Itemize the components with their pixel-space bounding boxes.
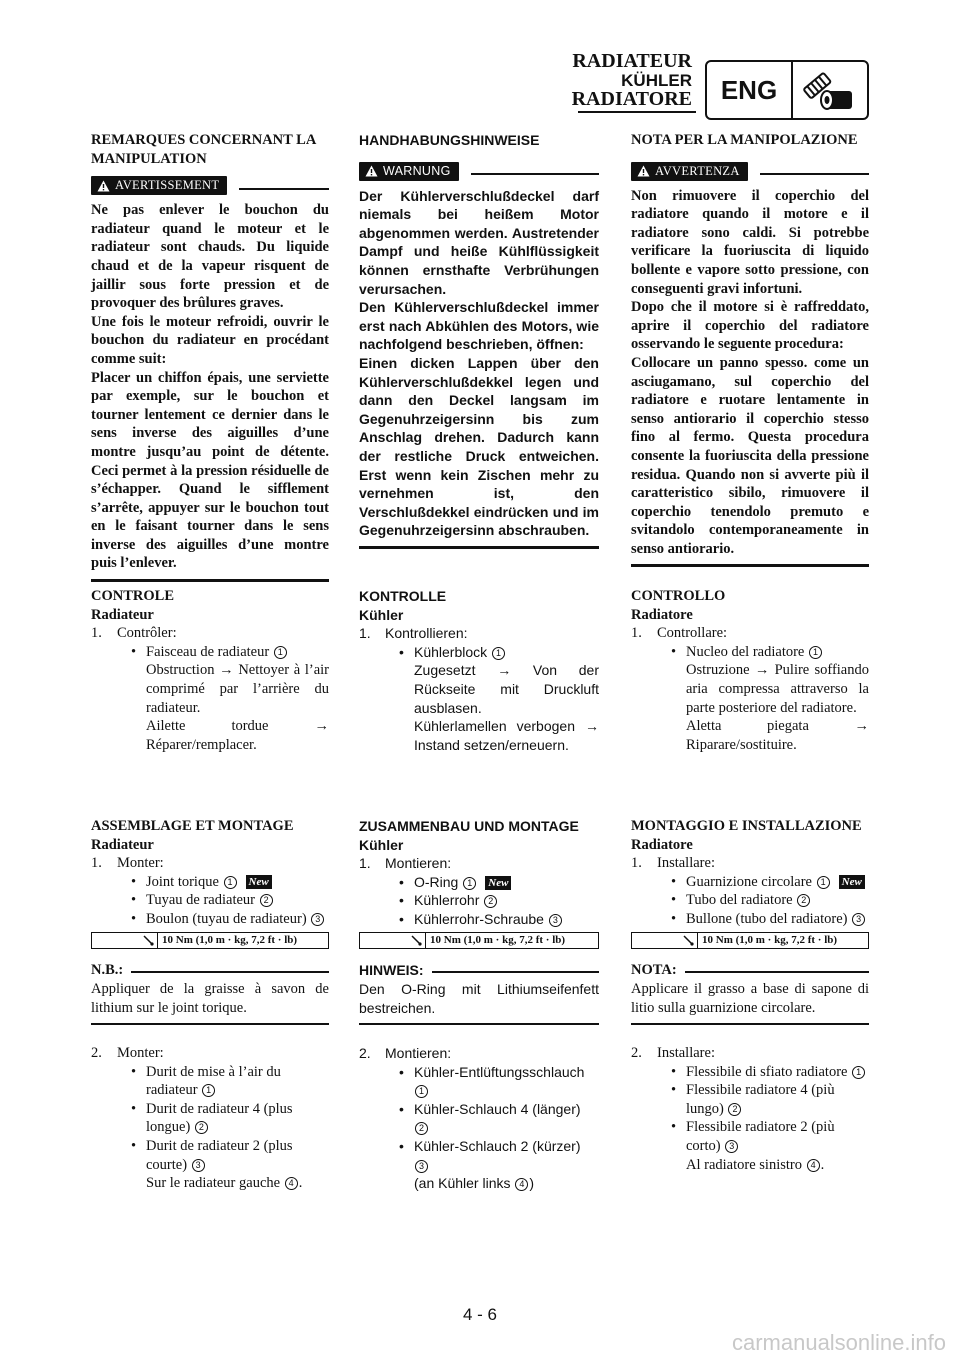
torque-wrench-icon — [680, 933, 698, 948]
assembly-item-it-1 — [631, 873, 869, 892]
assembly-step2-header-it — [631, 1044, 869, 1063]
section-title-de: KÜHLER — [621, 71, 692, 90]
bullet-dot: • — [131, 910, 137, 927]
warning-rule-it — [760, 173, 869, 175]
torque-wrench-icon — [140, 933, 158, 948]
handling-heading-fr: REMARQUES CONCERNANT LA MANIPULATION — [91, 132, 316, 167]
torque-spec-de — [359, 932, 599, 949]
item-text: Flessibile di sfiato radiatore — [686, 1063, 848, 1080]
steps-text-it: Collocare un panno spesso. come un asciugamano, sul coperchio del radiatore e ruotare lentamente in senso antiorario il coperchio stesso fino al fermo. Questa procedura consente la fuoriuscita della pressione residua. Quando non si avverte più il caratteristico sibilo, rimuovere il coperchio tenendolo premuto e svitandolo contemporaneamente in senso antiorario. — [631, 354, 869, 557]
assembly2-item-it-1 — [631, 1063, 869, 1082]
assembly-step2-header-de — [359, 1044, 599, 1063]
ref-number: 4 — [807, 1159, 820, 1172]
item-extra-text: Sur le radiateur gauche — [146, 1175, 281, 1192]
step-number: 1. — [91, 855, 102, 872]
handling-fr — [91, 131, 329, 582]
assembly-subheading-fr: Radiateur — [91, 836, 154, 853]
bullet-dot: • — [399, 1100, 404, 1117]
assembly-item-de-1 — [359, 873, 599, 892]
handling-it — [631, 131, 869, 567]
ref-number: 3 — [192, 1159, 205, 1172]
assembly2-item-it-2 — [631, 1081, 869, 1118]
assembly-step2-de — [359, 1044, 599, 1193]
bullet-dot: • — [399, 873, 404, 890]
handling-heading-de: HANDHABUNGSHINWEISE — [359, 132, 540, 148]
torque-value: 10 Nm (1,0 m · kg, 7,2 ft · lb) — [430, 933, 566, 946]
assembly-it — [631, 817, 869, 1025]
step-number: 1. — [359, 855, 371, 872]
step-number: 2. — [631, 1045, 642, 1061]
inspection-heading-fr: CONTROLE — [91, 588, 174, 604]
bullet-dot: • — [399, 910, 404, 927]
note-end-rule-fr — [91, 1023, 329, 1025]
assembly2-item-de-2 — [359, 1100, 599, 1137]
item-text: Joint torique — [146, 873, 219, 890]
bullet-dot: • — [399, 892, 404, 909]
header-rule — [578, 111, 696, 113]
item-text: Durit de radiateur 2 (plus courte) — [146, 1137, 293, 1173]
torque-value: 10 Nm (1,0 m · kg, 7,2 ft · lb) — [702, 933, 838, 946]
inspection-subheading-it: Radiatore — [631, 606, 693, 623]
assembly2-extra-it: Al radiatore sinistro 4 . — [686, 1156, 825, 1173]
item-text: Kühler-Schlauch 4 (länger) — [414, 1100, 581, 1117]
item-text: Kühlerrohr-Schraube — [414, 910, 544, 927]
inspection-line1-de: Zugesetzt → Von der Rückseite mit Druckluft ausblasen. — [414, 662, 599, 716]
assembly-item-it-3 — [631, 910, 869, 929]
note-header-fr — [91, 961, 329, 980]
inspection-heading-it: CONTROLLO — [631, 588, 726, 604]
warning-triangle-icon — [637, 165, 650, 177]
item-text: Faisceau de radiateur — [146, 643, 270, 660]
warning-text-de: Der Kühlerverschlußdeckel darf niemals bei heißem Motor abgenommen werden. Austretender Dampf und heiße Kühlflüssigkeit können ernsthafte Verbrühungen verursachen. — [359, 187, 599, 297]
step-text: Monter: — [117, 1045, 164, 1061]
inspection-step-de — [359, 624, 599, 643]
step-text: Kontrollieren: — [385, 625, 468, 642]
item-text: Flessibile radiatore 4 (più lungo) — [686, 1082, 835, 1117]
assembly2-item-de-1 — [359, 1063, 599, 1100]
bullet-dot: • — [671, 873, 677, 890]
item-text: Durit de radiateur 4 (plus longue) — [146, 1100, 293, 1136]
engine-icon — [793, 62, 867, 118]
note-label-it: NOTA: — [631, 961, 677, 978]
assembly-step2-it — [631, 1044, 869, 1174]
item-extra-text: Al radiatore sinistro — [686, 1156, 802, 1173]
ref-number: 4 — [285, 1177, 298, 1190]
bullet-dot: • — [131, 1100, 137, 1117]
assembly-heading-de: ZUSAMMENBAU UND MONTAGE — [359, 818, 579, 834]
item-text: Guarnizione circolare — [686, 873, 812, 890]
ref-number: 3 — [549, 914, 562, 927]
warning-badge-de — [359, 162, 459, 181]
ref-number: 1 — [852, 1066, 865, 1079]
inspection-line1-it: Ostruzione → Pulire soffiando aria compressa attraverso la parte posteriore del radiatore. — [686, 662, 869, 716]
item-text: Nucleo del radiatore — [686, 643, 805, 660]
assembly-item-de-3 — [359, 910, 599, 929]
item-text: Kühlerrohr — [414, 892, 480, 909]
inspection-line2-it: Aletta piegata → Riparare/sostituire. — [686, 718, 869, 753]
warning-label-it: AVVERTENZA — [655, 163, 740, 178]
bullet-dot: • — [131, 1063, 137, 1080]
bullet-dot: • — [399, 643, 404, 660]
item-text: Tuyau de radiateur — [146, 892, 255, 909]
bullet-dot: • — [131, 643, 137, 660]
step-text: Controllare: — [657, 625, 728, 642]
procedure-text-fr: Une fois le moteur refroidi, ouvrir le bouchon du radiateur en procédant comme suit: — [91, 313, 329, 367]
warning-triangle-icon — [365, 165, 378, 177]
note-label-fr: N.B.: — [91, 961, 124, 978]
section-tab — [705, 60, 869, 120]
ref-number: 1 — [274, 646, 287, 659]
note-text-fr: Appliquer de la graisse à savon de lithium sur le joint torique. — [91, 981, 329, 1016]
item-text: Boulon (tuyau de radiateur) — [146, 910, 307, 927]
note-rule — [685, 971, 869, 973]
assembly2-item-fr-3 — [91, 1137, 329, 1174]
ref-number: 2 — [415, 1122, 428, 1135]
inspection-de — [359, 587, 599, 754]
warning-text-fr: Ne pas enlever le bouchon du radiateur quand le moteur et le radiateur sont chauds. Du liquide chaud et de la vapeur risquent de jaillir sous forte pression et de provoquer des brûlures graves. — [91, 202, 329, 312]
note-rule — [131, 971, 329, 973]
warning-end-rule-it — [631, 564, 869, 567]
ref-number: 1 — [809, 646, 822, 659]
note-text-it: Applicare il grasso a base di sapone di litio sulla guarnizione circolare. — [631, 981, 869, 1016]
inspection-item-fr — [91, 643, 329, 662]
step-text: Contrôler: — [117, 625, 177, 642]
assembly-heading-fr: ASSEMBLAGE ET MONTAGE — [91, 818, 294, 834]
torque-spec-fr — [91, 932, 329, 949]
procedure-text-it: Dopo che il motore si è raffreddato, aprire il coperchio del radiatore osservando le seguente procedura: — [631, 299, 869, 353]
assembly-heading-it: MONTAGGIO E INSTALLAZIONE — [631, 818, 862, 834]
warning-header-it — [631, 162, 869, 181]
inspection-fr — [91, 587, 329, 754]
ref-number: 1 — [817, 876, 830, 889]
item-text: Bullone (tubo del radiatore) — [686, 910, 848, 927]
torque-wrench-icon — [408, 933, 426, 948]
item-text: Kühlerblock — [414, 643, 488, 660]
step-text: Monter: — [117, 855, 164, 872]
new-part-badge: New — [485, 876, 511, 890]
assembly2-item-it-3 — [631, 1118, 869, 1155]
assembly2-item-fr-1 — [91, 1063, 329, 1100]
inspection-line1-fr: Obstruction → Nettoyer à l’air comprimé par l’arrière du radiateur. — [146, 662, 329, 716]
inspection-item-de — [359, 643, 599, 662]
assembly2-item-fr-2 — [91, 1100, 329, 1137]
warning-end-rule-fr — [91, 579, 329, 582]
warning-end-rule-de — [359, 546, 599, 549]
bullet-dot: • — [399, 1063, 404, 1080]
torque-value: 10 Nm (1,0 m · kg, 7,2 ft · lb) — [162, 933, 298, 946]
note-rule — [432, 971, 599, 973]
steps-text-fr: Placer un chiffon épais, une serviette par exemple, sur le bouchon et tourner lentement ce dernier dans le sens inverse des aiguilles d’une montre jusqu’au point de détente. Ceci permet à la pression résiduelle de s’échapper. Quand le sifflement s’arrête, appuyer sur le bouchon tout en le faisant tourner dans le sens inverse des aiguilles d’une montre puis l’enlever. — [91, 369, 329, 572]
assembly-item-fr-3 — [91, 910, 329, 929]
inspection-step-fr — [91, 624, 329, 643]
bullet-dot: • — [671, 1063, 677, 1080]
section-tab-label: ENG — [707, 62, 793, 118]
ref-number: 2 — [728, 1103, 741, 1116]
assembly-fr — [91, 817, 329, 1025]
step-number: 1. — [631, 625, 642, 642]
section-title-fr: RADIATEUR — [572, 50, 692, 72]
warning-label-de: WARNUNG — [383, 163, 451, 178]
bullet-dot: • — [671, 1119, 677, 1136]
inspection-subheading-fr: Radiateur — [91, 606, 154, 623]
note-header-it — [631, 961, 869, 980]
note-label-de: HINWEIS: — [359, 961, 424, 978]
warning-rule-fr — [239, 188, 329, 190]
inspection-line2-de: Kühlerlamellen verbogen → Instand setzen/erneuern. — [414, 718, 599, 753]
assembly-step1-de — [359, 854, 599, 873]
step-number: 1. — [91, 625, 102, 642]
inspection-heading-de: KONTROLLE — [359, 588, 447, 604]
step-number: 2. — [359, 1045, 371, 1061]
inspection-it — [631, 587, 869, 754]
bullet-dot: • — [671, 910, 677, 927]
warning-header-fr — [91, 176, 329, 195]
item-text: Flessibile radiatore 2 (più corto) — [686, 1119, 835, 1154]
new-part-badge: New — [246, 875, 272, 889]
inspection-line2-fr: Ailette tordue → Réparer/remplacer. — [146, 718, 329, 753]
item-text: Kühler-Schlauch 2 (kürzer) — [414, 1137, 581, 1154]
ref-number: 3 — [725, 1140, 738, 1153]
assembly2-extra-fr: Sur le radiateur gauche 4 . — [146, 1175, 303, 1192]
handling-de — [359, 131, 599, 549]
assembly-de — [359, 817, 599, 1025]
assembly-step2-fr — [91, 1044, 329, 1193]
inspection-item-it — [631, 643, 869, 662]
ref-number: 2 — [260, 894, 273, 907]
ref-number: 4 — [515, 1178, 528, 1191]
warning-label-fr: AVERTISSEMENT — [115, 178, 220, 193]
ref-number: 1 — [224, 876, 237, 889]
bullet-dot: • — [671, 1082, 677, 1099]
warning-triangle-icon — [97, 180, 110, 192]
note-header-de — [359, 961, 599, 980]
item-text: Tubo del radiatore — [686, 892, 793, 909]
warning-rule-de — [471, 173, 599, 175]
assembly-subheading-de: Kühler — [359, 836, 404, 853]
step-text: Montieren: — [385, 1045, 452, 1061]
bullet-dot: • — [671, 643, 677, 660]
step-number: 1. — [631, 855, 642, 872]
step-text: Installare: — [657, 1045, 715, 1061]
assembly-step1-it — [631, 854, 869, 873]
warning-header-de — [359, 162, 599, 181]
watermark: carmanualsonline.info — [731, 1330, 946, 1355]
bullet-dot: • — [131, 1137, 137, 1154]
bullet-dot: • — [131, 892, 137, 909]
ref-number: 3 — [852, 913, 865, 926]
section-title-block — [572, 52, 692, 109]
bullet-dot: • — [671, 892, 677, 909]
warning-text-it: Non rimuovere il coperchio del radiatore quando il motore e il radiatore sono caldi. Si potrebbe verificare la fuoriuscita di liquido bollente e vapore sotto pressione, con conseguenti gravi infortuni. — [631, 187, 869, 297]
bullet-dot: • — [131, 873, 137, 890]
ref-number: 3 — [311, 913, 324, 926]
step-number: 1. — [359, 625, 371, 642]
bullet-dot: • — [399, 1137, 404, 1154]
ref-number: 1 — [492, 647, 505, 660]
step-number: 2. — [91, 1045, 102, 1061]
assembly-step1-fr — [91, 854, 329, 873]
ref-number: 2 — [484, 895, 497, 908]
ref-number: 1 — [415, 1085, 428, 1098]
procedure-text-de: Den Kühlerverschlußdeckel immer erst nach Abkühlen des Motors, wie nachfolgend beschrieben, öffnen: — [359, 299, 599, 353]
item-text: Kühler-Entlüftungsschlauch — [414, 1063, 585, 1080]
ref-number: 2 — [797, 894, 810, 907]
note-text-de: Den O-Ring mit Lithiumseifenfett bestreichen. — [359, 981, 599, 1016]
section-title-it: RADIATORE — [571, 88, 692, 110]
page-number: 4 - 6 — [462, 1305, 498, 1324]
warning-badge-it — [631, 162, 748, 181]
note-end-rule-it — [631, 1023, 869, 1025]
torque-spec-it — [631, 932, 869, 949]
ref-number: 1 — [202, 1084, 215, 1097]
item-text: O-Ring — [414, 873, 459, 890]
assembly-item-fr-1 — [91, 873, 329, 892]
ref-number: 2 — [195, 1121, 208, 1134]
assembly-item-fr-2 — [91, 891, 329, 910]
item-text: Durit de mise à l’air du radiateur — [146, 1063, 281, 1099]
step-text: Montieren: — [385, 855, 452, 872]
assembly-step2-header-fr — [91, 1044, 329, 1063]
inspection-step-it — [631, 624, 869, 643]
new-part-badge: New — [839, 875, 865, 889]
assembly-subheading-it: Radiatore — [631, 836, 693, 853]
assembly-item-it-2 — [631, 891, 869, 910]
step-text: Installare: — [657, 855, 715, 872]
note-end-rule-de — [359, 1023, 599, 1025]
item-extra-close: ) — [529, 1175, 535, 1192]
ref-number: 3 — [415, 1160, 428, 1173]
item-extra-text: (an Kühler links — [414, 1175, 511, 1192]
ref-number: 1 — [463, 877, 476, 890]
handling-heading-it: NOTA PER LA MANIPOLAZIONE — [631, 132, 858, 148]
steps-text-de: Einen dicken Lappen über den Kühlerverschlußdekkel legen und dann den Deckel langsam im Gegenuhrzeigersinn bis zum Anschlag drehen. Dadurch kann der restliche Druck entweichen. Erst wenn kein Zischen mehr zu vernehmen ist, den Verschlußdekkel eindrücken und im Gegenuhrzeigersinn abschrauben. — [359, 354, 599, 539]
inspection-subheading-de: Kühler — [359, 606, 404, 623]
assembly2-extra-de — [359, 1174, 599, 1193]
assembly-item-de-2 — [359, 891, 599, 910]
warning-badge-fr — [91, 176, 227, 195]
assembly2-item-de-3 — [359, 1137, 599, 1174]
